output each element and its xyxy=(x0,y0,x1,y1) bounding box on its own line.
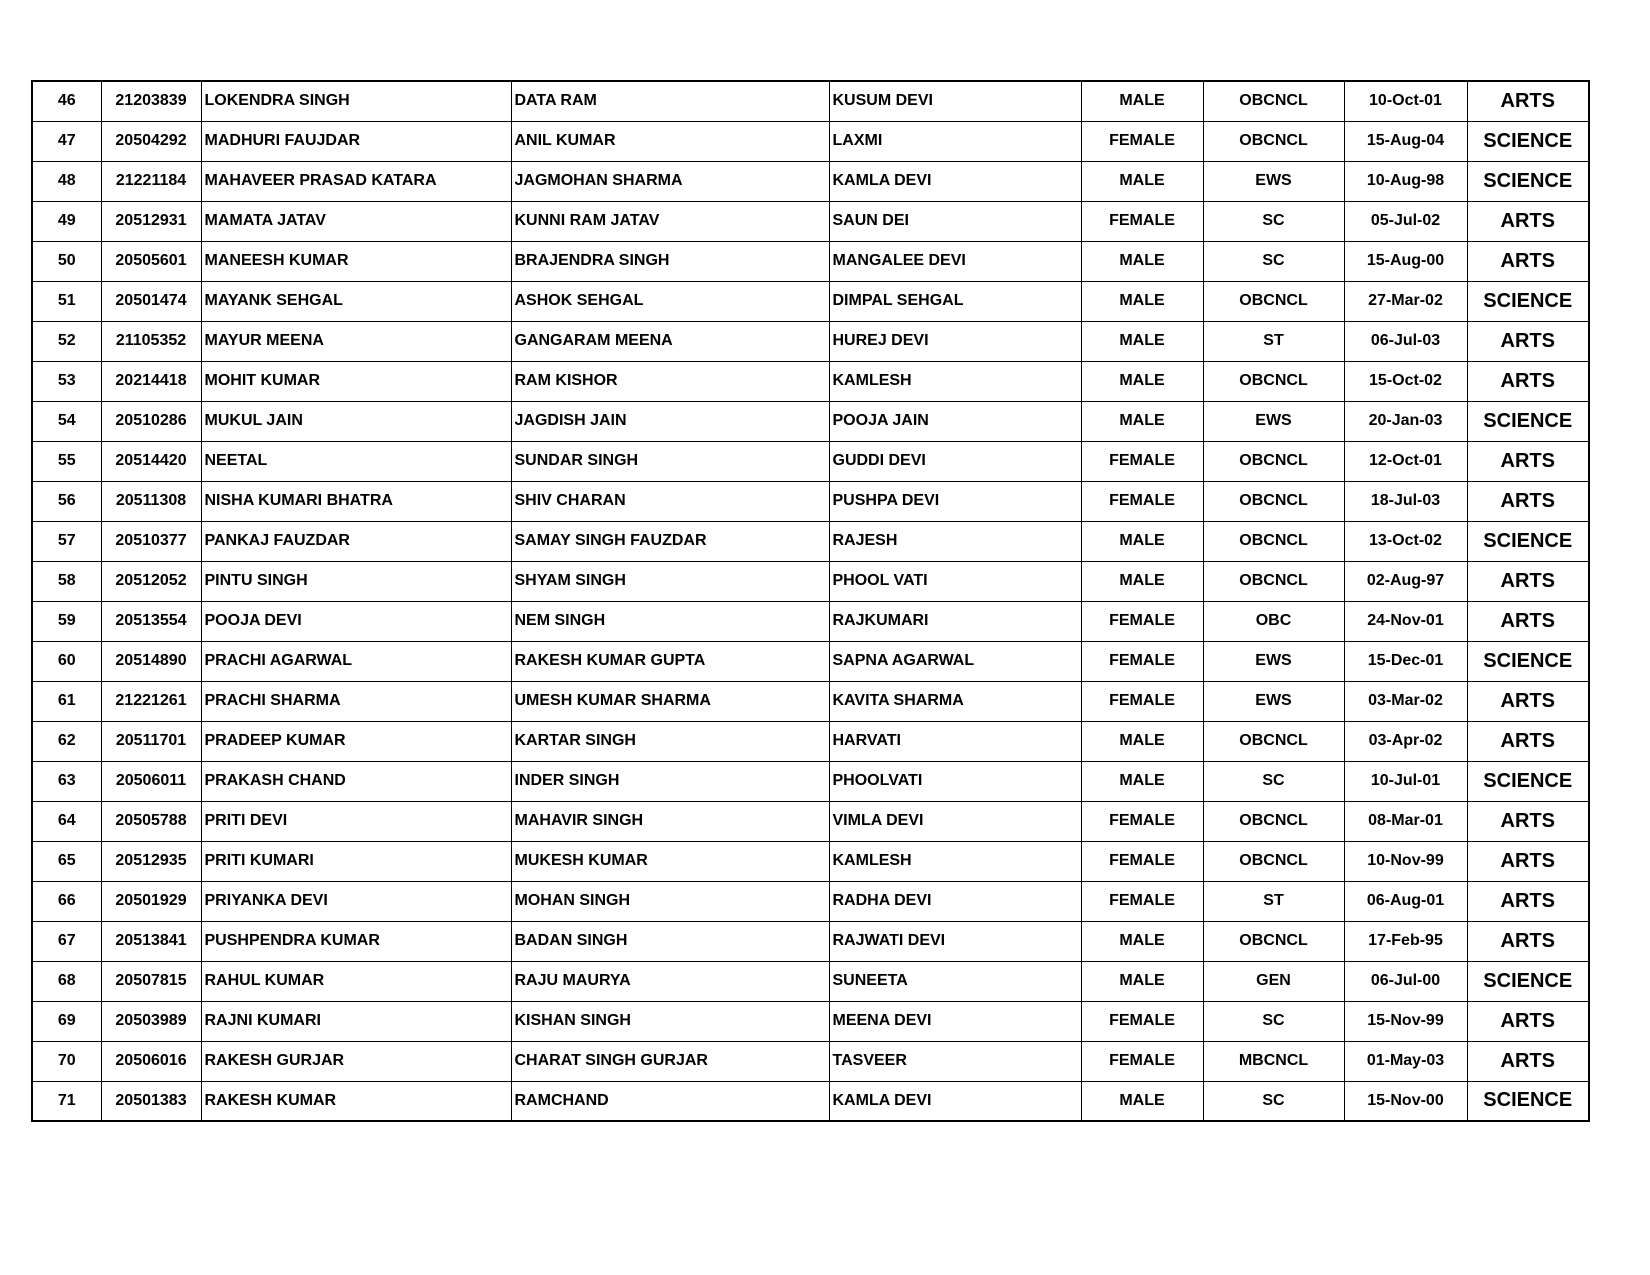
category-cell: SC xyxy=(1203,1081,1344,1121)
serial-number-cell: 64 xyxy=(32,801,101,841)
table-row xyxy=(32,521,1589,561)
date-of-birth-cell: 06-Jul-00 xyxy=(1344,961,1467,1001)
stream-cell: ARTS xyxy=(1467,721,1589,761)
student-name-cell: PINTU SINGH xyxy=(201,561,511,601)
father-name-cell: JAGMOHAN SHARMA xyxy=(511,161,829,201)
serial-number-cell: 55 xyxy=(32,441,101,481)
roll-number-cell: 20514890 xyxy=(101,641,201,681)
serial-number-cell: 50 xyxy=(32,241,101,281)
stream-cell: ARTS xyxy=(1467,321,1589,361)
table-row xyxy=(32,481,1589,521)
mother-name-cell: RAJWATI DEVI xyxy=(829,921,1081,961)
serial-number-cell: 52 xyxy=(32,321,101,361)
serial-number-cell: 54 xyxy=(32,401,101,441)
table-row xyxy=(32,161,1589,201)
father-name-cell: MOHAN SINGH xyxy=(511,881,829,921)
serial-number-cell: 46 xyxy=(32,81,101,121)
table-row xyxy=(32,201,1589,241)
serial-number-cell: 65 xyxy=(32,841,101,881)
date-of-birth-cell: 10-Aug-98 xyxy=(1344,161,1467,201)
father-name-cell: SHIV CHARAN xyxy=(511,481,829,521)
date-of-birth-cell: 15-Aug-04 xyxy=(1344,121,1467,161)
student-name-cell: PRITI KUMARI xyxy=(201,841,511,881)
table-row xyxy=(32,721,1589,761)
stream-cell: SCIENCE xyxy=(1467,121,1589,161)
serial-number-cell: 71 xyxy=(32,1081,101,1121)
mother-name-cell: PHOOL VATI xyxy=(829,561,1081,601)
father-name-cell: NEM SINGH xyxy=(511,601,829,641)
mother-name-cell: KUSUM DEVI xyxy=(829,81,1081,121)
gender-cell: FEMALE xyxy=(1081,841,1203,881)
roll-number-cell: 20511701 xyxy=(101,721,201,761)
table-row xyxy=(32,441,1589,481)
category-cell: EWS xyxy=(1203,161,1344,201)
table-row xyxy=(32,841,1589,881)
gender-cell: MALE xyxy=(1081,321,1203,361)
father-name-cell: BADAN SINGH xyxy=(511,921,829,961)
mother-name-cell: SAUN DEI xyxy=(829,201,1081,241)
mother-name-cell: GUDDI DEVI xyxy=(829,441,1081,481)
father-name-cell: RAM KISHOR xyxy=(511,361,829,401)
stream-cell: ARTS xyxy=(1467,361,1589,401)
category-cell: SC xyxy=(1203,201,1344,241)
mother-name-cell: RADHA DEVI xyxy=(829,881,1081,921)
student-name-cell: MAYANK SEHGAL xyxy=(201,281,511,321)
father-name-cell: GANGARAM MEENA xyxy=(511,321,829,361)
serial-number-cell: 48 xyxy=(32,161,101,201)
serial-number-cell: 60 xyxy=(32,641,101,681)
serial-number-cell: 66 xyxy=(32,881,101,921)
date-of-birth-cell: 03-Apr-02 xyxy=(1344,721,1467,761)
student-name-cell: PRIYANKA DEVI xyxy=(201,881,511,921)
gender-cell: MALE xyxy=(1081,281,1203,321)
table-row xyxy=(32,881,1589,921)
category-cell: OBCNCL xyxy=(1203,801,1344,841)
table-row xyxy=(32,1001,1589,1041)
roll-number-cell: 20507815 xyxy=(101,961,201,1001)
category-cell: OBCNCL xyxy=(1203,361,1344,401)
gender-cell: MALE xyxy=(1081,361,1203,401)
date-of-birth-cell: 13-Oct-02 xyxy=(1344,521,1467,561)
category-cell: OBCNCL xyxy=(1203,281,1344,321)
category-cell: OBCNCL xyxy=(1203,441,1344,481)
father-name-cell: ANIL KUMAR xyxy=(511,121,829,161)
father-name-cell: MAHAVIR SINGH xyxy=(511,801,829,841)
table-row xyxy=(32,1041,1589,1081)
category-cell: SC xyxy=(1203,1001,1344,1041)
gender-cell: FEMALE xyxy=(1081,681,1203,721)
father-name-cell: DATA RAM xyxy=(511,81,829,121)
roll-number-cell: 21105352 xyxy=(101,321,201,361)
student-name-cell: PRACHI AGARWAL xyxy=(201,641,511,681)
gender-cell: MALE xyxy=(1081,921,1203,961)
roll-number-cell: 20510377 xyxy=(101,521,201,561)
father-name-cell: CHARAT SINGH GURJAR xyxy=(511,1041,829,1081)
gender-cell: MALE xyxy=(1081,521,1203,561)
serial-number-cell: 58 xyxy=(32,561,101,601)
student-name-cell: MOHIT KUMAR xyxy=(201,361,511,401)
roll-number-cell: 20501474 xyxy=(101,281,201,321)
serial-number-cell: 57 xyxy=(32,521,101,561)
gender-cell: FEMALE xyxy=(1081,201,1203,241)
gender-cell: FEMALE xyxy=(1081,121,1203,161)
serial-number-cell: 70 xyxy=(32,1041,101,1081)
stream-cell: ARTS xyxy=(1467,1001,1589,1041)
stream-cell: ARTS xyxy=(1467,921,1589,961)
father-name-cell: RAMCHAND xyxy=(511,1081,829,1121)
table-row xyxy=(32,121,1589,161)
student-name-cell: PRACHI SHARMA xyxy=(201,681,511,721)
stream-cell: SCIENCE xyxy=(1467,641,1589,681)
serial-number-cell: 51 xyxy=(32,281,101,321)
stream-cell: ARTS xyxy=(1467,81,1589,121)
date-of-birth-cell: 27-Mar-02 xyxy=(1344,281,1467,321)
roll-number-cell: 21221261 xyxy=(101,681,201,721)
date-of-birth-cell: 20-Jan-03 xyxy=(1344,401,1467,441)
father-name-cell: JAGDISH JAIN xyxy=(511,401,829,441)
father-name-cell: KISHAN SINGH xyxy=(511,1001,829,1041)
roll-number-cell: 20506016 xyxy=(101,1041,201,1081)
table-row xyxy=(32,961,1589,1001)
father-name-cell: INDER SINGH xyxy=(511,761,829,801)
serial-number-cell: 69 xyxy=(32,1001,101,1041)
stream-cell: ARTS xyxy=(1467,561,1589,601)
stream-cell: ARTS xyxy=(1467,1041,1589,1081)
category-cell: OBCNCL xyxy=(1203,921,1344,961)
date-of-birth-cell: 05-Jul-02 xyxy=(1344,201,1467,241)
category-cell: SC xyxy=(1203,761,1344,801)
father-name-cell: KARTAR SINGH xyxy=(511,721,829,761)
mother-name-cell: HUREJ DEVI xyxy=(829,321,1081,361)
date-of-birth-cell: 08-Mar-01 xyxy=(1344,801,1467,841)
serial-number-cell: 63 xyxy=(32,761,101,801)
stream-cell: ARTS xyxy=(1467,441,1589,481)
student-name-cell: RAJNI KUMARI xyxy=(201,1001,511,1041)
category-cell: SC xyxy=(1203,241,1344,281)
mother-name-cell: PUSHPA DEVI xyxy=(829,481,1081,521)
mother-name-cell: RAJKUMARI xyxy=(829,601,1081,641)
father-name-cell: ASHOK SEHGAL xyxy=(511,281,829,321)
stream-cell: SCIENCE xyxy=(1467,401,1589,441)
stream-cell: ARTS xyxy=(1467,481,1589,521)
serial-number-cell: 53 xyxy=(32,361,101,401)
gender-cell: MALE xyxy=(1081,401,1203,441)
mother-name-cell: TASVEER xyxy=(829,1041,1081,1081)
mother-name-cell: SAPNA AGARWAL xyxy=(829,641,1081,681)
roll-number-cell: 20505601 xyxy=(101,241,201,281)
table-row xyxy=(32,561,1589,601)
student-name-cell: MAHAVEER PRASAD KATARA xyxy=(201,161,511,201)
date-of-birth-cell: 03-Mar-02 xyxy=(1344,681,1467,721)
father-name-cell: SAMAY SINGH FAUZDAR xyxy=(511,521,829,561)
date-of-birth-cell: 15-Oct-02 xyxy=(1344,361,1467,401)
table-row xyxy=(32,641,1589,681)
table-row xyxy=(32,801,1589,841)
mother-name-cell: MEENA DEVI xyxy=(829,1001,1081,1041)
stream-cell: SCIENCE xyxy=(1467,281,1589,321)
student-name-cell: NISHA KUMARI BHATRA xyxy=(201,481,511,521)
table-row xyxy=(32,81,1589,121)
table-row xyxy=(32,921,1589,961)
roll-number-cell: 20501383 xyxy=(101,1081,201,1121)
table-row xyxy=(32,1081,1589,1121)
date-of-birth-cell: 06-Aug-01 xyxy=(1344,881,1467,921)
mother-name-cell: PHOOLVATI xyxy=(829,761,1081,801)
student-name-cell: MUKUL JAIN xyxy=(201,401,511,441)
roll-number-cell: 20513554 xyxy=(101,601,201,641)
table-row xyxy=(32,361,1589,401)
table-row xyxy=(32,401,1589,441)
father-name-cell: BRAJENDRA SINGH xyxy=(511,241,829,281)
student-list-table xyxy=(31,80,1590,1122)
category-cell: GEN xyxy=(1203,961,1344,1001)
roll-number-cell: 21221184 xyxy=(101,161,201,201)
table-row xyxy=(32,321,1589,361)
table-row xyxy=(32,601,1589,641)
category-cell: OBC xyxy=(1203,601,1344,641)
student-name-cell: MAMATA JATAV xyxy=(201,201,511,241)
mother-name-cell: SUNEETA xyxy=(829,961,1081,1001)
student-name-cell: PRADEEP KUMAR xyxy=(201,721,511,761)
roll-number-cell: 20506011 xyxy=(101,761,201,801)
stream-cell: SCIENCE xyxy=(1467,1081,1589,1121)
category-cell: EWS xyxy=(1203,401,1344,441)
roll-number-cell: 20214418 xyxy=(101,361,201,401)
gender-cell: FEMALE xyxy=(1081,1001,1203,1041)
category-cell: MBCNCL xyxy=(1203,1041,1344,1081)
category-cell: ST xyxy=(1203,321,1344,361)
gender-cell: FEMALE xyxy=(1081,601,1203,641)
category-cell: OBCNCL xyxy=(1203,81,1344,121)
mother-name-cell: KAMLA DEVI xyxy=(829,161,1081,201)
serial-number-cell: 49 xyxy=(32,201,101,241)
table-row xyxy=(32,281,1589,321)
date-of-birth-cell: 10-Oct-01 xyxy=(1344,81,1467,121)
student-name-cell: RAKESH KUMAR xyxy=(201,1081,511,1121)
student-name-cell: PANKAJ FAUZDAR xyxy=(201,521,511,561)
stream-cell: SCIENCE xyxy=(1467,961,1589,1001)
father-name-cell: KUNNI RAM JATAV xyxy=(511,201,829,241)
stream-cell: ARTS xyxy=(1467,881,1589,921)
mother-name-cell: LAXMI xyxy=(829,121,1081,161)
father-name-cell: SHYAM SINGH xyxy=(511,561,829,601)
date-of-birth-cell: 10-Nov-99 xyxy=(1344,841,1467,881)
mother-name-cell: DIMPAL SEHGAL xyxy=(829,281,1081,321)
category-cell: OBCNCL xyxy=(1203,841,1344,881)
category-cell: OBCNCL xyxy=(1203,721,1344,761)
roll-number-cell: 20501929 xyxy=(101,881,201,921)
date-of-birth-cell: 01-May-03 xyxy=(1344,1041,1467,1081)
category-cell: ST xyxy=(1203,881,1344,921)
roll-number-cell: 20512935 xyxy=(101,841,201,881)
student-name-cell: PRAKASH CHAND xyxy=(201,761,511,801)
gender-cell: MALE xyxy=(1081,161,1203,201)
category-cell: OBCNCL xyxy=(1203,521,1344,561)
student-name-cell: NEETAL xyxy=(201,441,511,481)
serial-number-cell: 68 xyxy=(32,961,101,1001)
student-name-cell: RAHUL KUMAR xyxy=(201,961,511,1001)
student-name-cell: PUSHPENDRA KUMAR xyxy=(201,921,511,961)
mother-name-cell: KAMLESH xyxy=(829,841,1081,881)
student-name-cell: PRITI DEVI xyxy=(201,801,511,841)
student-name-cell: POOJA DEVI xyxy=(201,601,511,641)
mother-name-cell: KAVITA SHARMA xyxy=(829,681,1081,721)
mother-name-cell: MANGALEE DEVI xyxy=(829,241,1081,281)
roll-number-cell: 20512052 xyxy=(101,561,201,601)
category-cell: OBCNCL xyxy=(1203,561,1344,601)
date-of-birth-cell: 06-Jul-03 xyxy=(1344,321,1467,361)
mother-name-cell: RAJESH xyxy=(829,521,1081,561)
roll-number-cell: 21203839 xyxy=(101,81,201,121)
mother-name-cell: POOJA JAIN xyxy=(829,401,1081,441)
roll-number-cell: 20504292 xyxy=(101,121,201,161)
father-name-cell: UMESH KUMAR SHARMA xyxy=(511,681,829,721)
table-row xyxy=(32,241,1589,281)
mother-name-cell: VIMLA DEVI xyxy=(829,801,1081,841)
roll-number-cell: 20514420 xyxy=(101,441,201,481)
stream-cell: ARTS xyxy=(1467,201,1589,241)
date-of-birth-cell: 15-Aug-00 xyxy=(1344,241,1467,281)
table-row xyxy=(32,681,1589,721)
father-name-cell: RAJU MAURYA xyxy=(511,961,829,1001)
stream-cell: ARTS xyxy=(1467,841,1589,881)
gender-cell: MALE xyxy=(1081,721,1203,761)
category-cell: OBCNCL xyxy=(1203,481,1344,521)
serial-number-cell: 61 xyxy=(32,681,101,721)
gender-cell: MALE xyxy=(1081,81,1203,121)
stream-cell: ARTS xyxy=(1467,801,1589,841)
stream-cell: ARTS xyxy=(1467,241,1589,281)
gender-cell: FEMALE xyxy=(1081,881,1203,921)
roll-number-cell: 20505788 xyxy=(101,801,201,841)
date-of-birth-cell: 10-Jul-01 xyxy=(1344,761,1467,801)
gender-cell: MALE xyxy=(1081,561,1203,601)
serial-number-cell: 59 xyxy=(32,601,101,641)
gender-cell: MALE xyxy=(1081,1081,1203,1121)
student-name-cell: RAKESH GURJAR xyxy=(201,1041,511,1081)
mother-name-cell: KAMLESH xyxy=(829,361,1081,401)
father-name-cell: MUKESH KUMAR xyxy=(511,841,829,881)
stream-cell: ARTS xyxy=(1467,681,1589,721)
date-of-birth-cell: 17-Feb-95 xyxy=(1344,921,1467,961)
mother-name-cell: HARVATI xyxy=(829,721,1081,761)
date-of-birth-cell: 15-Nov-00 xyxy=(1344,1081,1467,1121)
roll-number-cell: 20512931 xyxy=(101,201,201,241)
gender-cell: FEMALE xyxy=(1081,441,1203,481)
gender-cell: MALE xyxy=(1081,961,1203,1001)
serial-number-cell: 67 xyxy=(32,921,101,961)
table-body xyxy=(32,81,1589,1121)
date-of-birth-cell: 02-Aug-97 xyxy=(1344,561,1467,601)
roll-number-cell: 20510286 xyxy=(101,401,201,441)
roll-number-cell: 20511308 xyxy=(101,481,201,521)
student-name-cell: LOKENDRA SINGH xyxy=(201,81,511,121)
category-cell: OBCNCL xyxy=(1203,121,1344,161)
gender-cell: MALE xyxy=(1081,761,1203,801)
table-row xyxy=(32,761,1589,801)
father-name-cell: SUNDAR SINGH xyxy=(511,441,829,481)
category-cell: EWS xyxy=(1203,681,1344,721)
student-name-cell: MANEESH KUMAR xyxy=(201,241,511,281)
category-cell: EWS xyxy=(1203,641,1344,681)
gender-cell: FEMALE xyxy=(1081,481,1203,521)
stream-cell: ARTS xyxy=(1467,601,1589,641)
gender-cell: MALE xyxy=(1081,241,1203,281)
serial-number-cell: 47 xyxy=(32,121,101,161)
student-name-cell: MADHURI FAUJDAR xyxy=(201,121,511,161)
roll-number-cell: 20513841 xyxy=(101,921,201,961)
gender-cell: FEMALE xyxy=(1081,1041,1203,1081)
date-of-birth-cell: 24-Nov-01 xyxy=(1344,601,1467,641)
date-of-birth-cell: 18-Jul-03 xyxy=(1344,481,1467,521)
serial-number-cell: 56 xyxy=(32,481,101,521)
roll-number-cell: 20503989 xyxy=(101,1001,201,1041)
gender-cell: FEMALE xyxy=(1081,801,1203,841)
gender-cell: FEMALE xyxy=(1081,641,1203,681)
student-name-cell: MAYUR MEENA xyxy=(201,321,511,361)
serial-number-cell: 62 xyxy=(32,721,101,761)
date-of-birth-cell: 15-Dec-01 xyxy=(1344,641,1467,681)
stream-cell: SCIENCE xyxy=(1467,161,1589,201)
date-of-birth-cell: 12-Oct-01 xyxy=(1344,441,1467,481)
stream-cell: SCIENCE xyxy=(1467,761,1589,801)
date-of-birth-cell: 15-Nov-99 xyxy=(1344,1001,1467,1041)
stream-cell: SCIENCE xyxy=(1467,521,1589,561)
father-name-cell: RAKESH KUMAR GUPTA xyxy=(511,641,829,681)
mother-name-cell: KAMLA DEVI xyxy=(829,1081,1081,1121)
